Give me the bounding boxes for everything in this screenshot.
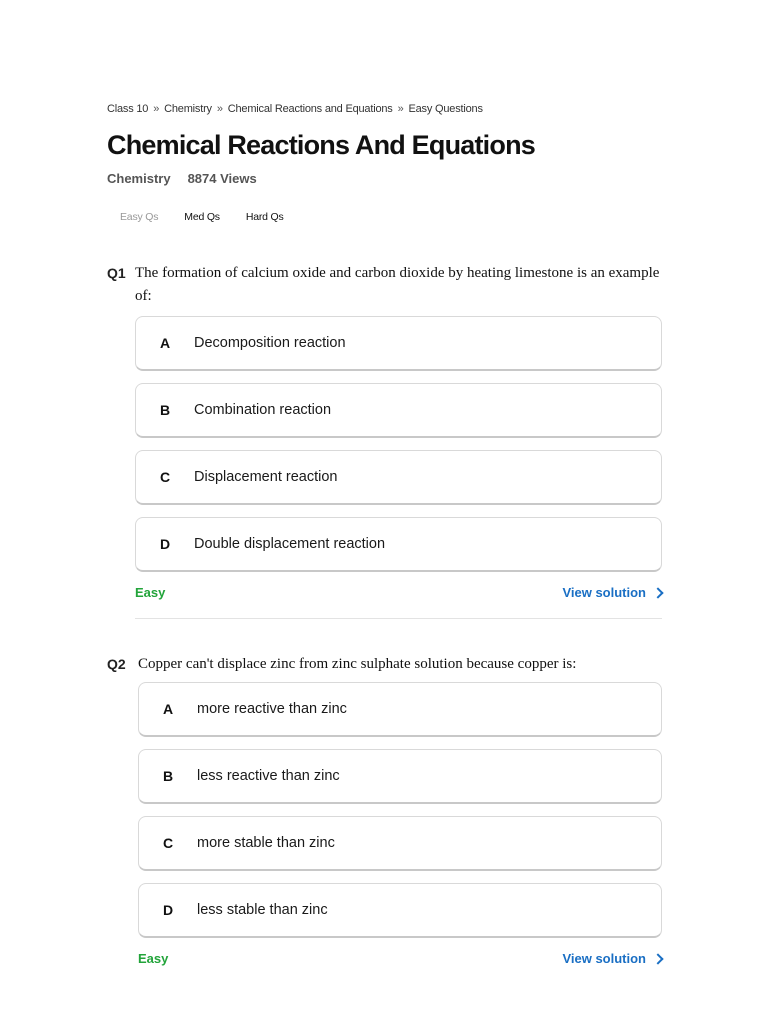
question-text: The formation of calcium oxide and carbon dioxide by heating limestone is an example of: — [135, 265, 660, 304]
breadcrumb-class[interactable]: Class 10 — [107, 103, 149, 115]
option-letter: C — [162, 835, 174, 851]
options-list — [138, 682, 662, 966]
option-c[interactable] — [135, 450, 662, 505]
option-b[interactable] — [135, 383, 662, 438]
breadcrumb-current[interactable]: Easy Questions — [408, 103, 483, 115]
option-text: Displacement reaction — [194, 469, 338, 485]
option-c[interactable] — [138, 816, 662, 871]
question-number: Q2 — [107, 656, 126, 672]
view-solution-label: View solution — [562, 585, 646, 600]
option-letter: D — [162, 902, 174, 918]
difficulty-badge: Easy — [138, 951, 169, 966]
breadcrumb-separator: » — [216, 103, 223, 115]
view-solution-label: View solution — [562, 951, 646, 966]
view-count: 8874 Views — [187, 171, 257, 186]
option-b[interactable] — [138, 749, 662, 804]
page-title: Chemical Reactions And Equations — [107, 130, 535, 160]
option-letter: C — [159, 469, 171, 485]
option-letter: A — [162, 701, 174, 717]
option-text: Double displacement reaction — [194, 536, 386, 552]
divider — [135, 618, 662, 619]
chevron-right-icon — [652, 953, 663, 964]
option-a[interactable] — [138, 682, 662, 737]
question-card — [107, 262, 662, 619]
breadcrumb-separator: » — [397, 103, 404, 115]
option-d[interactable] — [135, 517, 662, 572]
question-footer — [135, 585, 662, 600]
question-header — [107, 653, 662, 676]
breadcrumb — [107, 103, 483, 115]
breadcrumb-separator: » — [153, 103, 160, 115]
view-solution-link[interactable] — [562, 951, 662, 966]
breadcrumb-chapter[interactable]: Chemical Reactions and Equations — [227, 103, 393, 115]
option-text: Combination reaction — [194, 402, 332, 418]
tab-hard[interactable]: Hard Qs — [245, 211, 284, 223]
difficulty-badge: Easy — [135, 585, 166, 600]
difficulty-tabs — [107, 211, 297, 223]
option-letter: B — [159, 402, 171, 418]
option-text: less stable than zinc — [197, 902, 328, 918]
option-letter: A — [159, 335, 171, 351]
question-footer — [138, 951, 662, 966]
option-text: more reactive than zinc — [197, 701, 347, 717]
question-card — [107, 653, 662, 966]
option-letter: D — [159, 536, 171, 552]
chevron-right-icon — [652, 587, 663, 598]
option-letter: B — [162, 768, 174, 784]
option-text: Decomposition reaction — [194, 335, 346, 351]
tab-medium[interactable]: Med Qs — [184, 211, 220, 223]
tab-easy[interactable]: Easy Qs — [120, 211, 159, 223]
view-solution-link[interactable] — [562, 585, 662, 600]
question-text: Copper can't displace zinc from zinc sulphate solution because copper is: — [138, 656, 577, 672]
subject-label: Chemistry — [107, 171, 171, 186]
option-text: more stable than zinc — [197, 835, 335, 851]
option-d[interactable] — [138, 883, 662, 938]
option-text: less reactive than zinc — [197, 768, 340, 784]
breadcrumb-subject[interactable]: Chemistry — [164, 103, 212, 115]
options-list — [135, 316, 662, 619]
question-header — [107, 262, 662, 308]
page-meta — [107, 171, 257, 186]
question-number: Q1 — [107, 265, 126, 281]
option-a[interactable] — [135, 316, 662, 371]
